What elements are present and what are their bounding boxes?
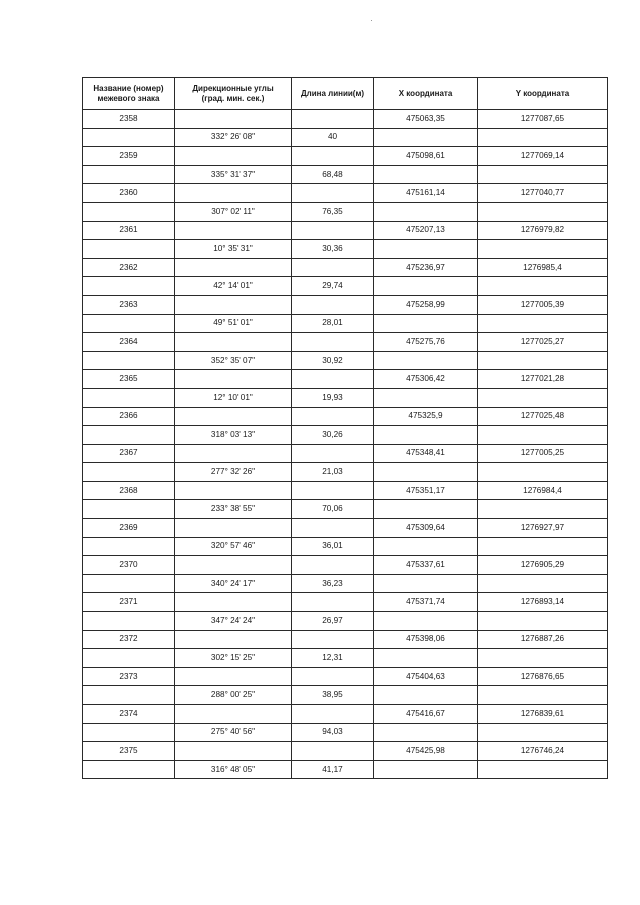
header-angle-line-1: Дирекционные углы bbox=[192, 84, 274, 93]
cell-line-length bbox=[292, 407, 374, 426]
cell-mark-name bbox=[83, 202, 175, 221]
header-directional-angle bbox=[175, 78, 292, 110]
cell-directional-angle: 332° 26' 08" bbox=[175, 128, 292, 147]
cell-y-coordinate bbox=[478, 314, 608, 333]
cell-directional-angle bbox=[175, 110, 292, 129]
cell-x-coordinate: 475325,9 bbox=[374, 407, 478, 426]
cell-y-coordinate: 1277069,14 bbox=[478, 147, 608, 166]
cell-y-coordinate: 1276927,97 bbox=[478, 519, 608, 538]
cell-x-coordinate: 475098,61 bbox=[374, 147, 478, 166]
cell-y-coordinate bbox=[478, 351, 608, 370]
cell-y-coordinate: 1276984,4 bbox=[478, 481, 608, 500]
cell-line-length bbox=[292, 667, 374, 686]
cell-x-coordinate bbox=[374, 388, 478, 407]
cell-x-coordinate bbox=[374, 314, 478, 333]
cell-y-coordinate bbox=[478, 649, 608, 668]
scan-speck bbox=[371, 20, 372, 21]
cell-y-coordinate bbox=[478, 537, 608, 556]
table-row bbox=[83, 333, 608, 352]
table-row bbox=[83, 128, 608, 147]
cell-y-coordinate: 1277025,27 bbox=[478, 333, 608, 352]
cell-directional-angle: 49° 51' 01" bbox=[175, 314, 292, 333]
header-y-coordinate: Y координата bbox=[478, 78, 608, 110]
cell-x-coordinate bbox=[374, 537, 478, 556]
cell-x-coordinate: 475398,06 bbox=[374, 630, 478, 649]
cell-mark-name bbox=[83, 463, 175, 482]
cell-x-coordinate: 475258,99 bbox=[374, 295, 478, 314]
table-row bbox=[83, 500, 608, 519]
cell-line-length: 29,74 bbox=[292, 277, 374, 296]
cell-mark-name: 2362 bbox=[83, 258, 175, 277]
table-row bbox=[83, 686, 608, 705]
header-name-line-1: Название (номер) bbox=[93, 84, 164, 93]
table-row bbox=[83, 444, 608, 463]
cell-line-length: 68,48 bbox=[292, 165, 374, 184]
cell-x-coordinate bbox=[374, 500, 478, 519]
cell-directional-angle bbox=[175, 184, 292, 203]
cell-line-length: 12,31 bbox=[292, 649, 374, 668]
cell-mark-name: 2363 bbox=[83, 295, 175, 314]
cell-directional-angle bbox=[175, 481, 292, 500]
cell-line-length: 70,06 bbox=[292, 500, 374, 519]
cell-y-coordinate: 1276887,26 bbox=[478, 630, 608, 649]
cell-directional-angle bbox=[175, 333, 292, 352]
table-row bbox=[83, 519, 608, 538]
table-row bbox=[83, 630, 608, 649]
cell-directional-angle bbox=[175, 295, 292, 314]
table-row bbox=[83, 240, 608, 259]
cell-y-coordinate bbox=[478, 426, 608, 445]
cell-line-length bbox=[292, 481, 374, 500]
cell-x-coordinate: 475309,64 bbox=[374, 519, 478, 538]
cell-y-coordinate: 1277087,65 bbox=[478, 110, 608, 129]
cell-x-coordinate bbox=[374, 760, 478, 779]
table-body bbox=[83, 110, 608, 779]
cell-y-coordinate bbox=[478, 202, 608, 221]
cell-line-length: 28,01 bbox=[292, 314, 374, 333]
cell-y-coordinate: 1277005,39 bbox=[478, 295, 608, 314]
cell-line-length: 21,03 bbox=[292, 463, 374, 482]
cell-directional-angle bbox=[175, 258, 292, 277]
table-row bbox=[83, 221, 608, 240]
table-row bbox=[83, 593, 608, 612]
cell-line-length: 30,92 bbox=[292, 351, 374, 370]
cell-mark-name bbox=[83, 686, 175, 705]
table-row bbox=[83, 407, 608, 426]
cell-x-coordinate: 475306,42 bbox=[374, 370, 478, 389]
cell-mark-name: 2359 bbox=[83, 147, 175, 166]
cell-mark-name bbox=[83, 649, 175, 668]
cell-directional-angle: 352° 35' 07" bbox=[175, 351, 292, 370]
cell-line-length bbox=[292, 519, 374, 538]
cell-x-coordinate: 475416,67 bbox=[374, 705, 478, 724]
cell-directional-angle bbox=[175, 742, 292, 761]
cell-x-coordinate: 475207,13 bbox=[374, 221, 478, 240]
cell-directional-angle: 347° 24' 24" bbox=[175, 612, 292, 631]
cell-directional-angle bbox=[175, 407, 292, 426]
header-name-line-2: межевого знака bbox=[97, 93, 160, 103]
table-row bbox=[83, 556, 608, 575]
table-row bbox=[83, 202, 608, 221]
cell-mark-name: 2369 bbox=[83, 519, 175, 538]
table-row bbox=[83, 612, 608, 631]
cell-directional-angle bbox=[175, 593, 292, 612]
cell-y-coordinate bbox=[478, 463, 608, 482]
table-row bbox=[83, 723, 608, 742]
table-row bbox=[83, 184, 608, 203]
table-row bbox=[83, 537, 608, 556]
cell-directional-angle: 233° 38' 55" bbox=[175, 500, 292, 519]
cell-line-length: 19,93 bbox=[292, 388, 374, 407]
cell-line-length bbox=[292, 630, 374, 649]
cell-x-coordinate bbox=[374, 612, 478, 631]
cell-y-coordinate: 1276979,82 bbox=[478, 221, 608, 240]
cell-mark-name: 2371 bbox=[83, 593, 175, 612]
cell-mark-name: 2365 bbox=[83, 370, 175, 389]
header-boundary-mark-name bbox=[83, 78, 175, 110]
cell-x-coordinate bbox=[374, 277, 478, 296]
cell-y-coordinate: 1277005,25 bbox=[478, 444, 608, 463]
cell-y-coordinate bbox=[478, 388, 608, 407]
cell-mark-name: 2370 bbox=[83, 556, 175, 575]
cell-mark-name: 2358 bbox=[83, 110, 175, 129]
table-row bbox=[83, 388, 608, 407]
cell-line-length bbox=[292, 295, 374, 314]
cell-mark-name: 2373 bbox=[83, 667, 175, 686]
table-row bbox=[83, 574, 608, 593]
cell-mark-name bbox=[83, 277, 175, 296]
cell-y-coordinate bbox=[478, 277, 608, 296]
cell-directional-angle: 277° 32' 26" bbox=[175, 463, 292, 482]
cell-x-coordinate: 475425,98 bbox=[374, 742, 478, 761]
table-row bbox=[83, 649, 608, 668]
cell-line-length: 38,95 bbox=[292, 686, 374, 705]
cell-y-coordinate: 1277040,77 bbox=[478, 184, 608, 203]
cell-x-coordinate bbox=[374, 426, 478, 445]
cell-y-coordinate: 1276985,4 bbox=[478, 258, 608, 277]
cell-x-coordinate bbox=[374, 202, 478, 221]
cell-x-coordinate: 475275,76 bbox=[374, 333, 478, 352]
table-row bbox=[83, 351, 608, 370]
table-row bbox=[83, 370, 608, 389]
cell-y-coordinate: 1277021,28 bbox=[478, 370, 608, 389]
cell-y-coordinate bbox=[478, 574, 608, 593]
cell-x-coordinate bbox=[374, 649, 478, 668]
cell-directional-angle bbox=[175, 370, 292, 389]
cell-directional-angle: 275° 40' 56" bbox=[175, 723, 292, 742]
cell-line-length bbox=[292, 110, 374, 129]
cell-directional-angle bbox=[175, 705, 292, 724]
cell-line-length bbox=[292, 258, 374, 277]
cell-line-length bbox=[292, 556, 374, 575]
cell-directional-angle bbox=[175, 556, 292, 575]
cell-mark-name bbox=[83, 351, 175, 370]
cell-directional-angle: 42° 14' 01" bbox=[175, 277, 292, 296]
cell-directional-angle: 307° 02' 11" bbox=[175, 202, 292, 221]
cell-mark-name: 2368 bbox=[83, 481, 175, 500]
cell-directional-angle bbox=[175, 667, 292, 686]
cell-mark-name: 2372 bbox=[83, 630, 175, 649]
cell-mark-name: 2367 bbox=[83, 444, 175, 463]
cell-line-length: 41,17 bbox=[292, 760, 374, 779]
cell-line-length: 36,01 bbox=[292, 537, 374, 556]
cell-directional-angle: 340° 24' 17" bbox=[175, 574, 292, 593]
table-row bbox=[83, 667, 608, 686]
cell-mark-name bbox=[83, 537, 175, 556]
cell-directional-angle bbox=[175, 444, 292, 463]
cell-y-coordinate: 1276905,29 bbox=[478, 556, 608, 575]
cell-mark-name bbox=[83, 388, 175, 407]
cell-directional-angle: 316° 48' 05" bbox=[175, 760, 292, 779]
cell-x-coordinate bbox=[374, 686, 478, 705]
cell-directional-angle bbox=[175, 221, 292, 240]
cell-x-coordinate bbox=[374, 351, 478, 370]
table-row bbox=[83, 277, 608, 296]
table-row bbox=[83, 760, 608, 779]
cell-mark-name bbox=[83, 240, 175, 259]
cell-mark-name bbox=[83, 612, 175, 631]
cell-mark-name bbox=[83, 165, 175, 184]
cell-mark-name: 2375 bbox=[83, 742, 175, 761]
cell-x-coordinate: 475236,97 bbox=[374, 258, 478, 277]
cell-directional-angle: 318° 03' 13" bbox=[175, 426, 292, 445]
cell-y-coordinate: 1277025,48 bbox=[478, 407, 608, 426]
table-row bbox=[83, 481, 608, 500]
cell-mark-name bbox=[83, 314, 175, 333]
cell-line-length bbox=[292, 593, 374, 612]
cell-x-coordinate bbox=[374, 723, 478, 742]
cell-line-length: 30,26 bbox=[292, 426, 374, 445]
cell-line-length bbox=[292, 333, 374, 352]
cell-directional-angle: 10° 35' 31" bbox=[175, 240, 292, 259]
header-x-coordinate: X координата bbox=[374, 78, 478, 110]
cell-directional-angle: 320° 57' 46" bbox=[175, 537, 292, 556]
cell-x-coordinate bbox=[374, 128, 478, 147]
table-row bbox=[83, 426, 608, 445]
cell-line-length bbox=[292, 370, 374, 389]
cell-x-coordinate: 475348,41 bbox=[374, 444, 478, 463]
cell-line-length bbox=[292, 184, 374, 203]
table-row bbox=[83, 165, 608, 184]
cell-mark-name: 2360 bbox=[83, 184, 175, 203]
header-angle-line-2: (град. мин. сек.) bbox=[201, 93, 265, 103]
table-row bbox=[83, 147, 608, 166]
cell-mark-name bbox=[83, 760, 175, 779]
cell-directional-angle: 12° 10' 01" bbox=[175, 388, 292, 407]
cell-x-coordinate bbox=[374, 240, 478, 259]
cell-x-coordinate bbox=[374, 574, 478, 593]
cell-mark-name: 2361 bbox=[83, 221, 175, 240]
cell-x-coordinate: 475161,14 bbox=[374, 184, 478, 203]
cell-line-length bbox=[292, 221, 374, 240]
cell-x-coordinate: 475063,35 bbox=[374, 110, 478, 129]
cell-y-coordinate: 1276893,14 bbox=[478, 593, 608, 612]
cell-directional-angle bbox=[175, 519, 292, 538]
cell-y-coordinate bbox=[478, 686, 608, 705]
table-row bbox=[83, 110, 608, 129]
cell-directional-angle bbox=[175, 630, 292, 649]
cell-y-coordinate: 1276839,61 bbox=[478, 705, 608, 724]
cell-directional-angle bbox=[175, 147, 292, 166]
cell-mark-name: 2364 bbox=[83, 333, 175, 352]
table-row bbox=[83, 258, 608, 277]
cell-x-coordinate: 475337,61 bbox=[374, 556, 478, 575]
cell-mark-name bbox=[83, 500, 175, 519]
cell-mark-name bbox=[83, 426, 175, 445]
table-row bbox=[83, 705, 608, 724]
cell-x-coordinate bbox=[374, 165, 478, 184]
cell-mark-name: 2374 bbox=[83, 705, 175, 724]
cell-line-length bbox=[292, 444, 374, 463]
cell-line-length bbox=[292, 147, 374, 166]
cell-x-coordinate bbox=[374, 463, 478, 482]
cell-mark-name bbox=[83, 128, 175, 147]
boundary-coordinates-table bbox=[82, 77, 608, 779]
cell-line-length: 30,36 bbox=[292, 240, 374, 259]
table-row bbox=[83, 295, 608, 314]
cell-x-coordinate: 475404,63 bbox=[374, 667, 478, 686]
cell-y-coordinate: 1276876,65 bbox=[478, 667, 608, 686]
cell-mark-name: 2366 bbox=[83, 407, 175, 426]
table-header-row bbox=[83, 78, 608, 110]
table-row bbox=[83, 463, 608, 482]
cell-y-coordinate bbox=[478, 165, 608, 184]
cell-y-coordinate: 1276746,24 bbox=[478, 742, 608, 761]
cell-line-length: 26,97 bbox=[292, 612, 374, 631]
cell-y-coordinate bbox=[478, 612, 608, 631]
cell-mark-name bbox=[83, 574, 175, 593]
cell-line-length: 36,23 bbox=[292, 574, 374, 593]
cell-y-coordinate bbox=[478, 760, 608, 779]
cell-y-coordinate bbox=[478, 500, 608, 519]
cell-y-coordinate bbox=[478, 723, 608, 742]
cell-line-length: 76,35 bbox=[292, 202, 374, 221]
cell-mark-name bbox=[83, 723, 175, 742]
cell-x-coordinate: 475371,74 bbox=[374, 593, 478, 612]
cell-line-length bbox=[292, 742, 374, 761]
cell-directional-angle: 302° 15' 25" bbox=[175, 649, 292, 668]
cell-y-coordinate bbox=[478, 240, 608, 259]
header-line-length: Длина линии(м) bbox=[292, 78, 374, 110]
table-row bbox=[83, 314, 608, 333]
cell-line-length: 40 bbox=[292, 128, 374, 147]
cell-line-length: 94,03 bbox=[292, 723, 374, 742]
cell-line-length bbox=[292, 705, 374, 724]
cell-y-coordinate bbox=[478, 128, 608, 147]
cell-directional-angle: 335° 31' 37" bbox=[175, 165, 292, 184]
table-row bbox=[83, 742, 608, 761]
cell-x-coordinate: 475351,17 bbox=[374, 481, 478, 500]
cell-directional-angle: 288° 00' 25" bbox=[175, 686, 292, 705]
